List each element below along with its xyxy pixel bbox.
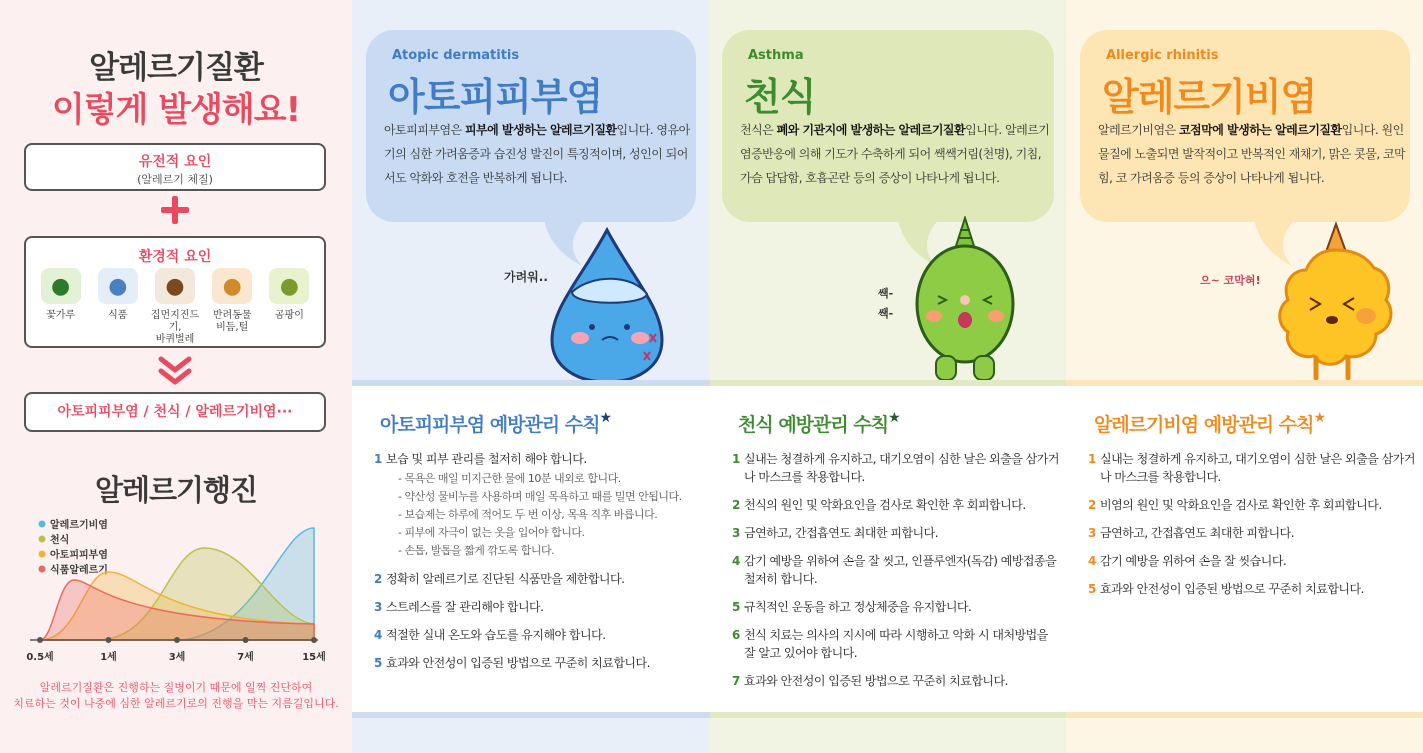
- disease-english-name: Asthma: [748, 48, 804, 63]
- prevention-item: [732, 672, 1062, 690]
- tree-icon: ●: [41, 268, 81, 304]
- item-number: 2: [1088, 498, 1096, 512]
- item-number: 4: [1088, 554, 1096, 568]
- allergy-march-chart: [22, 510, 332, 670]
- item-text: 스트레스를 잘 관리해야 합니다.: [386, 600, 544, 614]
- x-tick: [311, 637, 317, 643]
- footnote: [0, 680, 352, 712]
- prevention-item: [374, 450, 704, 560]
- genetic-factor-title: 유전적 요인: [138, 154, 212, 170]
- pet-icon: ●: [212, 268, 252, 304]
- page-title-line1: 알레르기질환: [89, 50, 263, 86]
- legend-label: 식품알레르기: [50, 565, 108, 576]
- prevention-item: [374, 654, 704, 672]
- column-asthma: [710, 0, 1066, 753]
- legend-swatch: [39, 551, 46, 558]
- chevron-down-icon: [157, 356, 193, 386]
- item-number: 3: [374, 600, 382, 614]
- item-text: 보습 및 피부 관리를 철저히 해야 합니다.: [386, 452, 587, 466]
- star-icon: ★: [599, 410, 612, 426]
- prevention-item: [732, 598, 1062, 616]
- prevention-item: [1088, 496, 1418, 514]
- star-icon: ★: [1313, 410, 1326, 426]
- legend-label: 알레르기비염: [50, 520, 108, 531]
- prevention-item: [374, 626, 704, 644]
- legend-swatch: [39, 536, 46, 543]
- prevention-item: [374, 570, 704, 588]
- allergy-march-title: 알레르기행진: [94, 473, 258, 507]
- disease-description: 천식은 폐와 기관지에 발생하는 알레르기질환입니다. 알레르기 염증반응에 의해 기도가 수축하게 되어 쌕쌕거림(천명), 기침, 가슴 답답함, 호흡곤란 등의 증상이 나타나게 됩니다.: [740, 123, 1050, 185]
- legend-swatch: [39, 521, 46, 528]
- item-number: 3: [1088, 526, 1096, 540]
- environment-factor-label: 집먼지진드기, 바퀴벌레: [150, 310, 200, 345]
- item-number: 4: [374, 628, 382, 642]
- item-number: 1: [732, 452, 740, 466]
- prevention-item: [1088, 524, 1418, 542]
- prevention-list: [732, 450, 1062, 700]
- x-tick-label: 15세: [302, 652, 326, 663]
- prevention-item: [732, 552, 1062, 588]
- x-tick-label: 7세: [237, 652, 254, 663]
- water-drop-character-icon: [532, 222, 682, 384]
- speech-text: 가려워..: [504, 270, 548, 284]
- sub-item: - 약산성 물비누를 사용하며 매일 목욕하고 때를 밀면 안됩니다.: [398, 490, 682, 503]
- left-panel: [0, 0, 352, 753]
- speech-bubble: [1080, 30, 1410, 222]
- item-text: 실내는 청결하게 유지하고, 대기오염이 심한 날은 외출을 삼가거나 마스크를 착용합니다.: [744, 452, 1059, 484]
- environment-factor-label: 식품: [108, 310, 128, 321]
- item-text: 천식 치료는 의사의 지시에 따라 시행하고 악화 시 대처방법을 잘 알고 있어야 합니다.: [744, 628, 1048, 660]
- genetic-factor-sub: (알레르기 체질): [137, 173, 213, 186]
- plus-icon: [161, 196, 189, 224]
- item-text: 비염의 원인 및 악화요인을 검사로 확인한 후 회피합니다.: [1100, 498, 1382, 512]
- item-text: 감기 예방을 위하여 손을 잘 씻고, 인플루엔자(독감) 예방접종을 철저히 합니다.: [744, 554, 1057, 586]
- item-text: 규칙적인 운동을 하고 정상체중을 유지합니다.: [744, 600, 972, 614]
- environment-factor-item: [146, 268, 203, 346]
- prevention-item: [374, 598, 704, 616]
- disease-korean-name: 천식: [744, 75, 816, 119]
- environment-factor-label: 반려동물 비듬,털: [212, 310, 252, 333]
- pollen-character-icon: [1276, 220, 1396, 384]
- food-icon: ●: [98, 268, 138, 304]
- speech-text: 쌕- 쌕-: [878, 287, 894, 320]
- star-icon: ★: [888, 410, 900, 426]
- x-tick-label: 3세: [168, 652, 186, 663]
- item-text: 실내는 청결하게 유지하고, 대기오염이 심한 날은 외출을 삼가거나 마스크를 착용합니다.: [1100, 452, 1415, 484]
- footnote-line: 치료하는 것이 나중에 심한 알레르기로의 진행을 막는 지름길입니다.: [13, 697, 339, 710]
- prevention-heading: 천식 예방관리 수칙★: [738, 410, 900, 436]
- item-number: 4: [732, 554, 740, 568]
- mite-icon: ●: [155, 268, 195, 304]
- environment-factor-item: [32, 268, 89, 346]
- prevention-item: [732, 450, 1062, 486]
- item-text: 적절한 실내 온도와 습도를 유지해야 합니다.: [386, 628, 606, 642]
- item-text: 감기 예방을 위하여 손을 잘 씻습니다.: [1100, 554, 1287, 568]
- prevention-heading: 아토피피부염 예방관리 수칙★: [380, 410, 612, 436]
- item-number: 5: [732, 600, 740, 614]
- speech-text: 으~ 코막혀!: [1200, 274, 1261, 287]
- legend-label: 아토피피부염: [50, 550, 108, 561]
- item-text: 금연하고, 간접흡연도 최대한 피합니다.: [744, 526, 939, 540]
- environment-factor-item: [204, 268, 261, 346]
- column-rhinitis: [1066, 0, 1423, 753]
- page-title-line2: 이렇게 발생해요!: [51, 90, 301, 130]
- prevention-item: [732, 626, 1062, 662]
- environment-factor-item: [89, 268, 146, 346]
- prevention-item: [1088, 552, 1418, 570]
- disease-english-name: Atopic dermatitis: [392, 48, 520, 63]
- disease-korean-name: 알레르기비염: [1102, 75, 1317, 119]
- item-number: 2: [732, 498, 740, 512]
- sub-item: - 피부에 자극이 없는 옷을 입어야 합니다.: [398, 526, 585, 539]
- x-tick-label: 1세: [100, 652, 117, 663]
- item-text: 정확히 알레르기로 진단된 식품만을 제한합니다.: [386, 572, 625, 586]
- item-text: 효과와 안전성이 입증된 방법으로 꾸준히 치료합니다.: [386, 656, 650, 670]
- environment-factor-box: [24, 236, 326, 348]
- prevention-item: [1088, 580, 1418, 598]
- prevention-list: [374, 450, 704, 682]
- prevention-item: [1088, 450, 1418, 486]
- item-text: 금연하고, 간접흡연도 최대한 피합니다.: [1100, 526, 1295, 540]
- speech-bubble: [722, 30, 1054, 222]
- disease-result-box: 아토피피부염 / 천식 / 알레르기비염···: [24, 392, 326, 432]
- legend-label: 천식: [50, 535, 70, 546]
- x-tick: [174, 637, 180, 643]
- item-number: 3: [732, 526, 740, 540]
- disease-korean-name: 아토피피부염: [388, 75, 603, 119]
- column-atopic: [352, 0, 710, 753]
- sub-item: - 보습제는 하루에 적어도 두 번 이상, 목욕 직후 바릅니다.: [398, 508, 658, 521]
- mold-icon: ●: [269, 268, 309, 304]
- environment-factor-list: [26, 268, 324, 346]
- environment-factor-label: 곰팡이: [274, 310, 304, 321]
- environment-factor-item: [261, 268, 318, 346]
- disease-english-name: Allergic rhinitis: [1106, 48, 1219, 63]
- sub-item: - 목욕은 매일 미지근한 물에 10분 내외로 합니다.: [398, 472, 621, 485]
- x-tick: [106, 637, 112, 643]
- sub-item: - 손톱, 발톱을 짧게 깎도록 합니다.: [398, 544, 555, 557]
- x-tick: [37, 637, 43, 643]
- disease-description: 아토피피부염은 피부에 발생하는 알레르기질환입니다. 영유아기의 심한 가려움증과 습진성 발진이 특징적이며, 성인이 되어서도 악화와 호전을 반복하게 됩니다.: [384, 123, 690, 185]
- item-number: 7: [732, 674, 740, 688]
- item-number: 1: [374, 452, 382, 466]
- dinosaur-character-icon: [910, 216, 1020, 384]
- x-tick-label: 0.5세: [26, 652, 54, 663]
- legend-swatch: [39, 566, 46, 573]
- item-text: 효과와 안전성이 입증된 방법으로 꾸준히 치료합니다.: [744, 674, 1008, 688]
- footnote-line: 알레르기질환은 진행하는 질병이기 때문에 일찍 진단하여: [39, 681, 313, 694]
- prevention-list: [1088, 450, 1418, 608]
- item-number: 5: [374, 656, 382, 670]
- item-number: 5: [1088, 582, 1096, 596]
- prevention-item: [732, 524, 1062, 542]
- item-number: 6: [732, 628, 740, 642]
- disease-description: 알레르기비염은 코점막에 발생하는 알레르기질환입니다. 원인 물질에 노출되면 발작적이고 반복적인 재채기, 맑은 콧물, 코막힘, 코 가려움증 등의 증상이 나타나게 됩니다.: [1098, 123, 1406, 185]
- item-number: 2: [374, 572, 382, 586]
- item-number: 1: [1088, 452, 1096, 466]
- prevention-item: [732, 496, 1062, 514]
- environment-factor-label: 꽃가루: [46, 310, 76, 321]
- item-text: 천식의 원인 및 악화요인을 검사로 확인한 후 회피합니다.: [744, 498, 1026, 512]
- genetic-factor-box: [24, 143, 326, 191]
- prevention-heading: 알레르기비염 예방관리 수칙★: [1094, 410, 1326, 436]
- item-text: 효과와 안전성이 입증된 방법으로 꾸준히 치료합니다.: [1100, 582, 1364, 596]
- speech-bubble: [366, 30, 696, 222]
- environment-factor-title: 환경적 요인: [138, 249, 212, 265]
- x-tick: [243, 637, 249, 643]
